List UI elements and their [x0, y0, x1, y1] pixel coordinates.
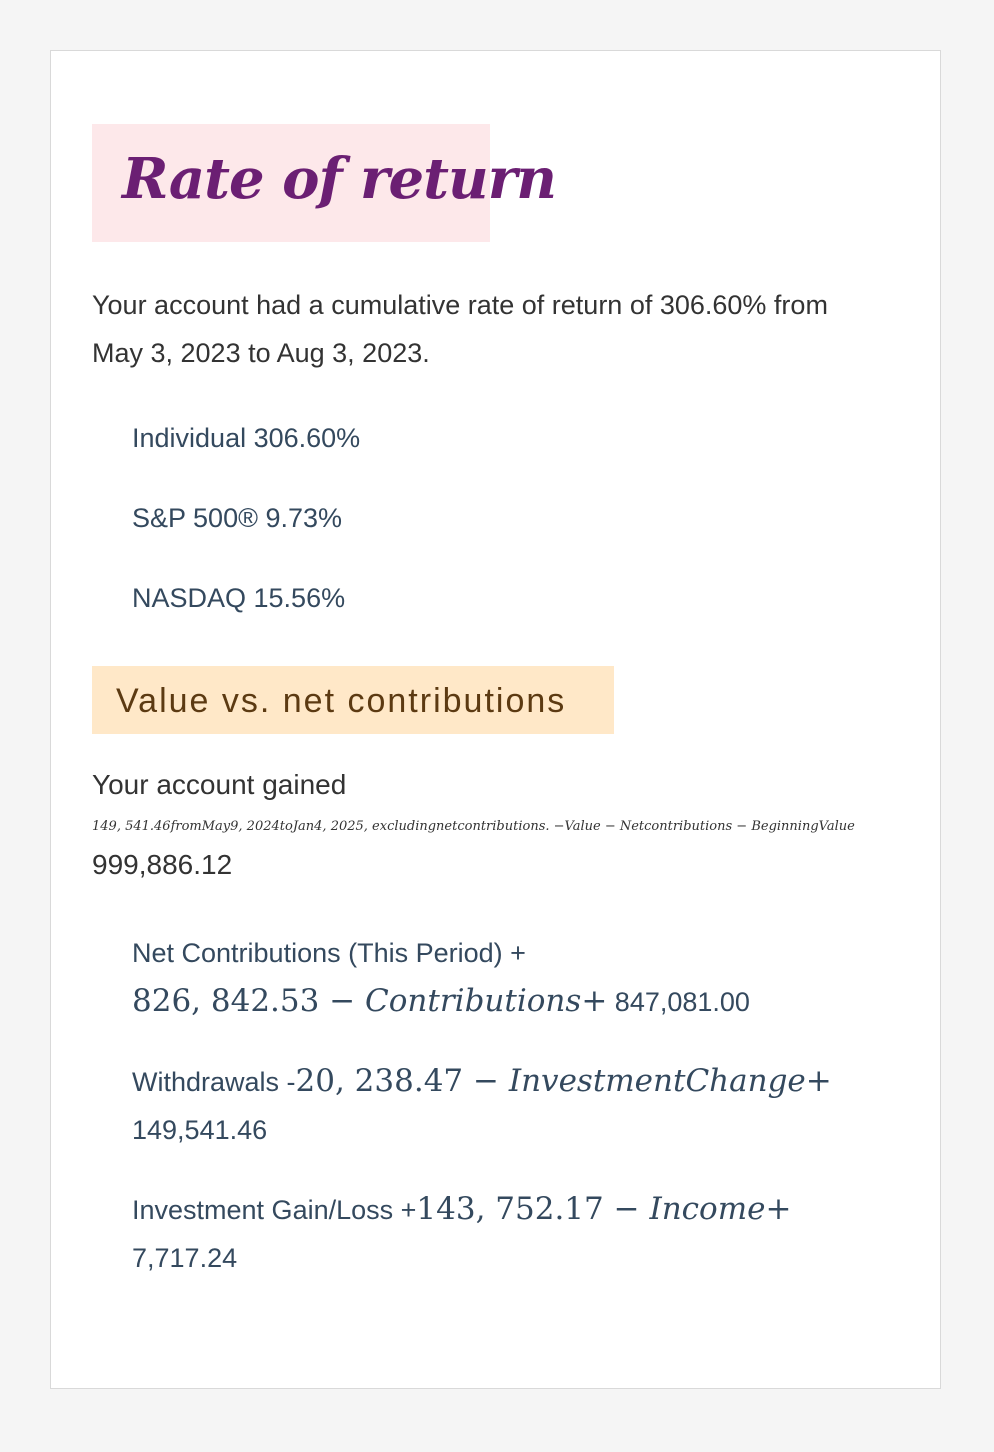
section-title: Value vs. net contributions: [116, 682, 567, 720]
withdrawals-math-word: InvestmentChange: [508, 1063, 806, 1099]
withdrawals-math-plus: +: [805, 1063, 832, 1099]
withdrawals-math-number: 20, 238.47: [295, 1063, 464, 1099]
investment-gain-math-minus: −: [603, 1191, 650, 1227]
investment-gain-row: [132, 1185, 872, 1282]
title-banner: [92, 124, 556, 242]
rate-of-return-card: [50, 50, 941, 1389]
gained-label: Your account gained: [92, 769, 347, 800]
net-contributions-amount: 847,081.00: [607, 987, 750, 1017]
benchmark-nasdaq: NASDAQ 15.56%: [132, 583, 346, 613]
net-contributions-row: [132, 929, 872, 1026]
net-contributions-math-minus: −: [319, 983, 366, 1019]
investment-gain-math-number: 143, 752.17: [416, 1191, 604, 1227]
investment-gain-math-word: Income: [649, 1191, 766, 1227]
withdrawals-row: [132, 1057, 872, 1154]
investment-gain-math-plus: +: [765, 1191, 792, 1227]
net-contributions-label: Net Contributions (This Period) +: [132, 938, 526, 968]
account-value: 999,886.12: [92, 849, 233, 880]
benchmark-individual: Individual 306.60%: [132, 423, 361, 453]
benchmark-sp500: S&P 500® 9.73%: [132, 503, 343, 533]
section-banner: [92, 666, 614, 734]
net-contributions-math-number: 826, 842.53: [132, 983, 320, 1019]
net-contributions-math-plus: +: [581, 983, 608, 1019]
return-summary: Your account had a cumulative rate of return of 306.60% from May 3, 2023 to Aug 3, 2023.: [92, 290, 828, 368]
gained-math-line: 149, 541.46fromMay9, 2024toJan4, 2025, excludingnetcontributions. −Value − Netcontributions − BeginningValue: [92, 819, 855, 834]
investment-gain-amount: 7,717.24: [132, 1243, 238, 1273]
investment-gain-label: Investment Gain/Loss +: [132, 1195, 417, 1225]
withdrawals-amount: 149,541.46: [132, 1115, 268, 1145]
net-contributions-math-word: Contributions: [365, 983, 582, 1019]
withdrawals-label: Withdrawals -: [132, 1067, 296, 1097]
page-title: Rate of return: [122, 146, 556, 212]
withdrawals-math-minus: −: [463, 1063, 509, 1099]
